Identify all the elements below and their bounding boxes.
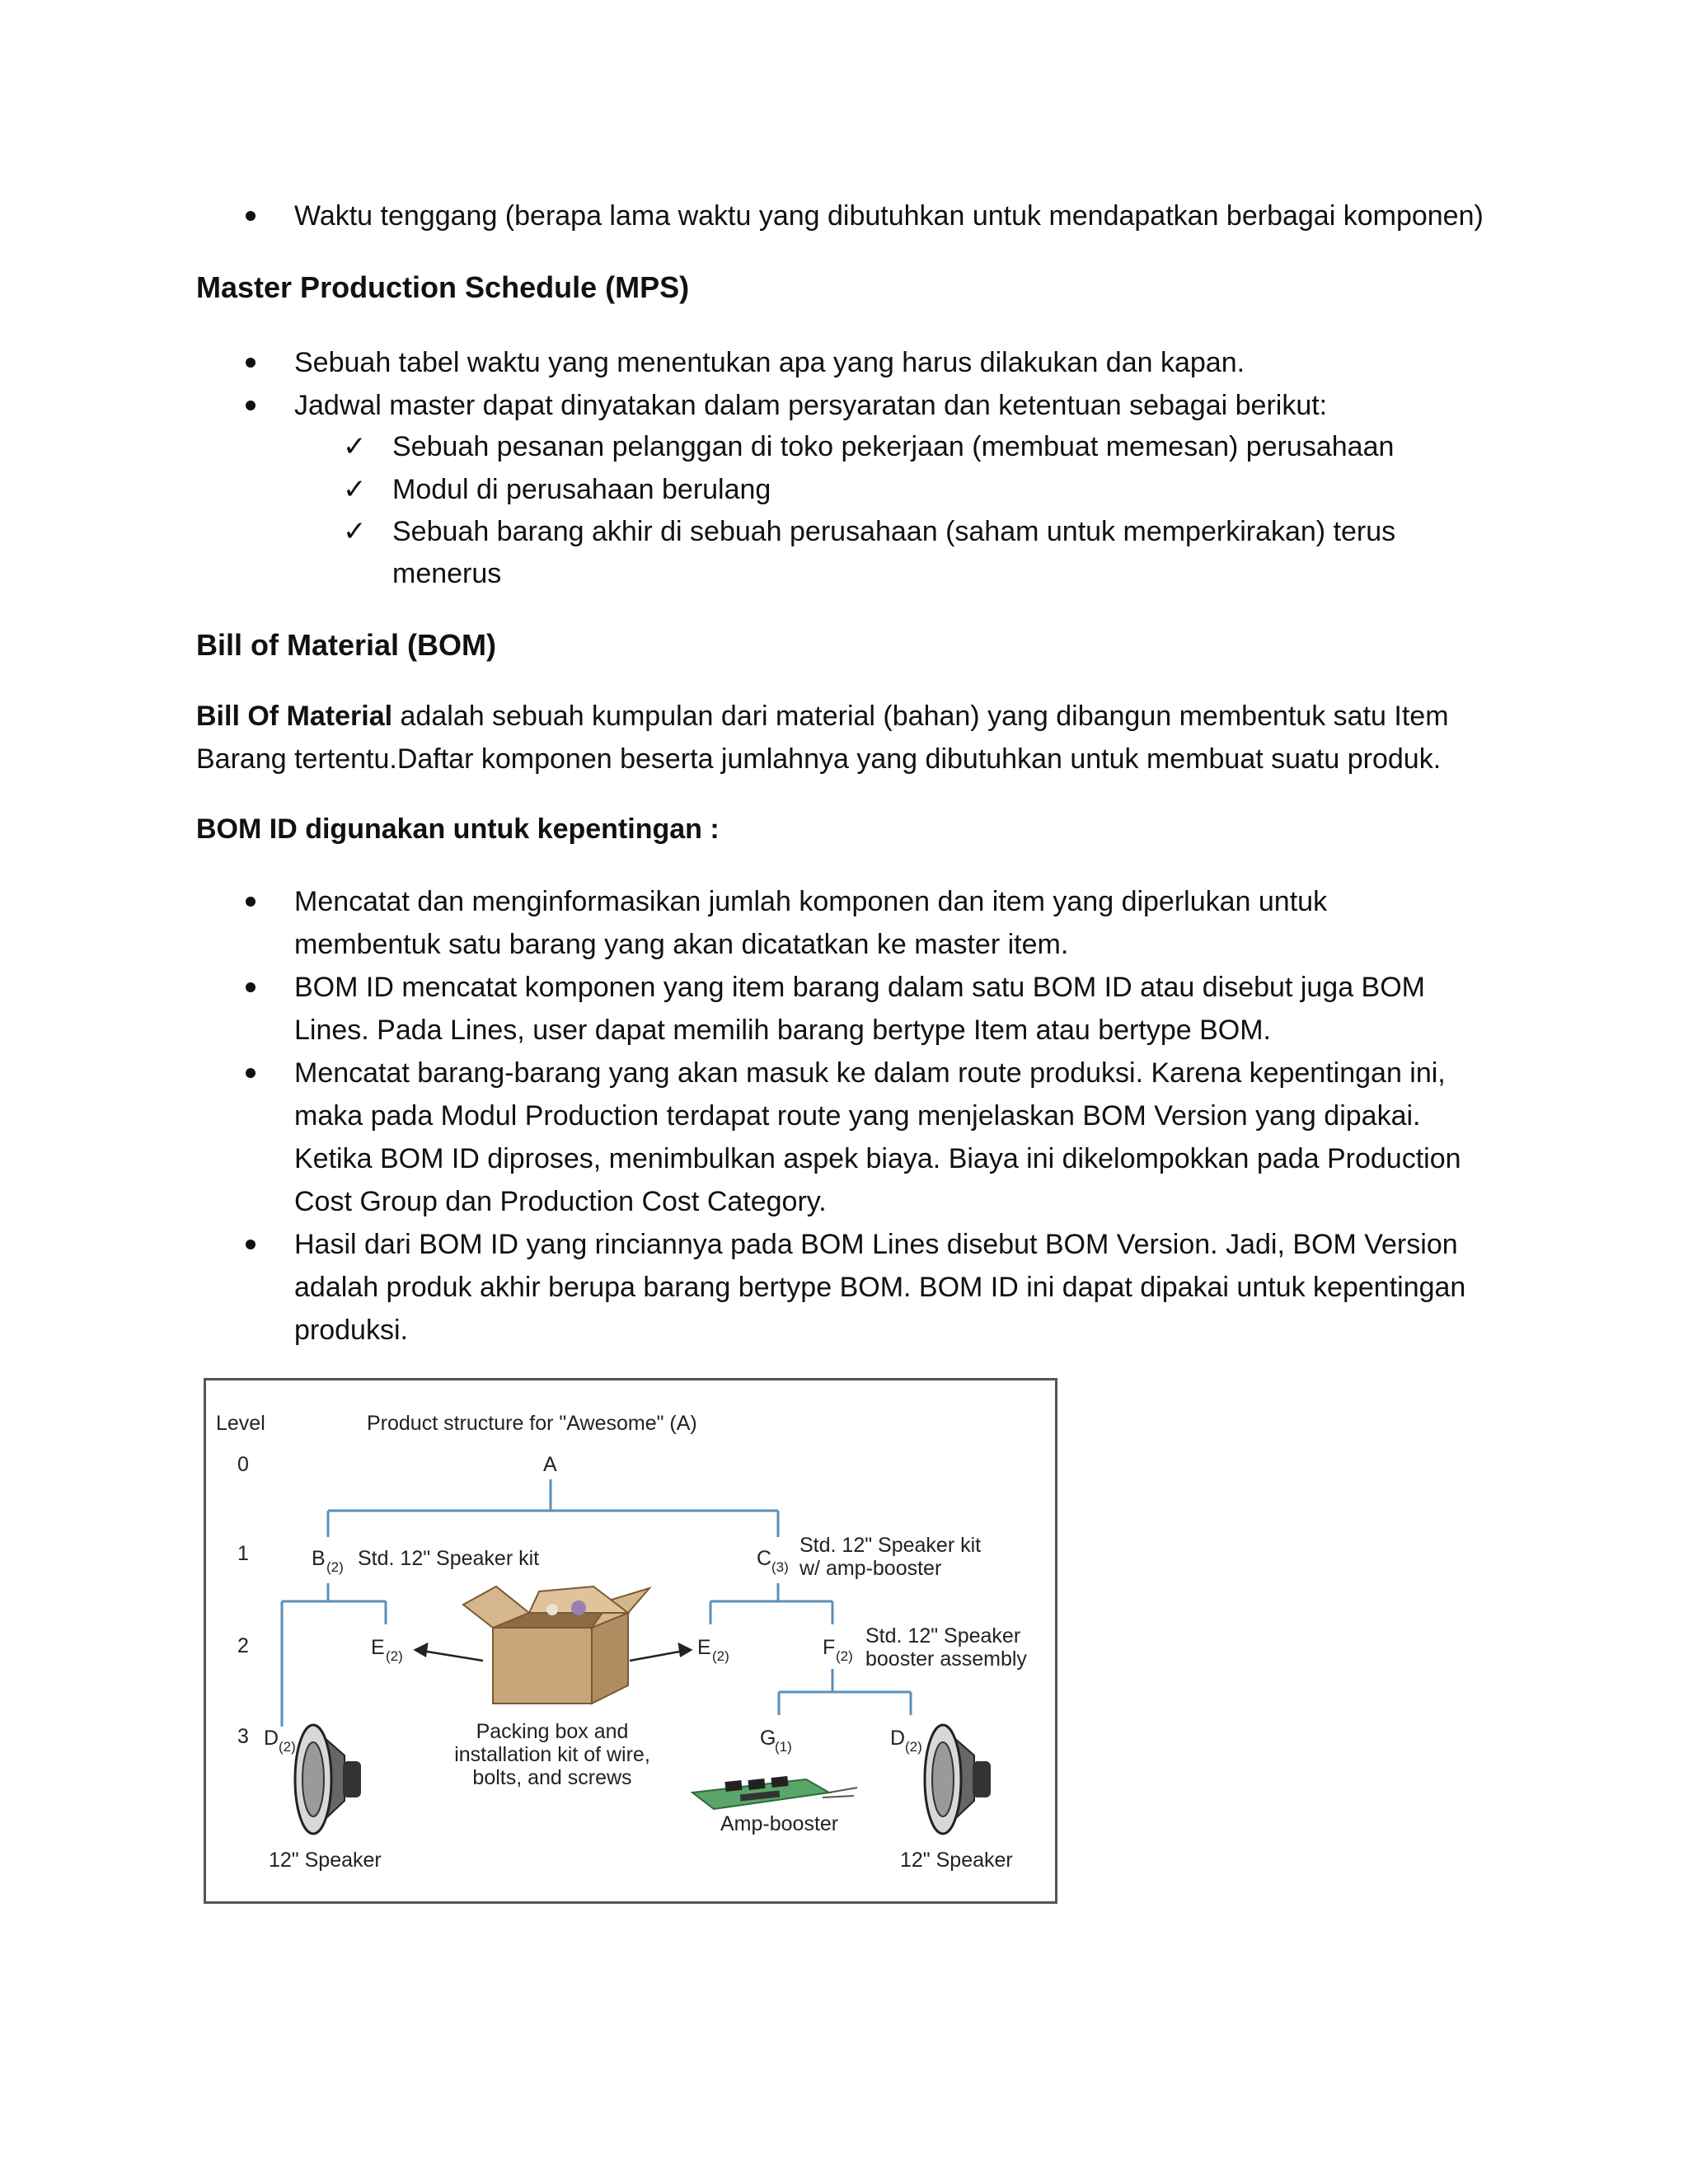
diagram-title: Product structure for "Awesome" (A): [367, 1412, 697, 1435]
bom-bullet-3-line1: Mencatat barang-barang yang akan masuk ke dalam route produksi. Karena kepentingan ini,: [294, 1057, 1446, 1089]
node-g: G: [760, 1727, 776, 1750]
bom-bullet-4-line1: Hasil dari BOM ID yang rinciannya pada BOM Lines disebut BOM Version. Jadi, BOM Version: [294, 1229, 1458, 1260]
bom-bullet-4-line3: produksi.: [294, 1315, 408, 1346]
box-desc-line2: installation kit of wire,: [454, 1743, 650, 1766]
bullet-dot: [246, 1240, 256, 1249]
packing-box-icon: [463, 1586, 649, 1704]
node-b-qty: (2): [326, 1559, 344, 1575]
bullet-dot: [246, 897, 256, 907]
product-structure-figure: [204, 1378, 1057, 1904]
bom-bullet-1-line2: membentuk satu barang yang akan dicatatkan ke master item.: [294, 929, 1069, 960]
node-e-left-qty: (2): [386, 1648, 403, 1664]
node-e-right-qty: (2): [712, 1648, 729, 1664]
bom-subheading: BOM ID digunakan untuk kepentingan :: [196, 813, 720, 845]
bom-bullet-3-line3: Ketika BOM ID diproses, menimbulkan aspek biaya. Biaya ini dikelompokkan pada Production: [294, 1143, 1461, 1174]
box-desc-line3: bolts, and screws: [472, 1766, 632, 1789]
bom-bullet-4-line2: adalah produk akhir berupa barang bertype BOM. BOM ID ini dapat dipakai untuk kepentingan: [294, 1272, 1466, 1303]
level-0: 0: [237, 1453, 249, 1476]
mps-check-3: Sebuah barang akhir di sebuah perusahaan (saham untuk memperkirakan) terus: [392, 516, 1396, 547]
level-1: 1: [237, 1542, 249, 1565]
checkmark-icon: ✓: [343, 515, 367, 548]
product-structure-diagram: [206, 1380, 1055, 1901]
bom-heading: Bill of Material (BOM): [196, 628, 497, 662]
checkmark-icon: ✓: [343, 430, 367, 463]
bom-bullet-2-line1: BOM ID mencatat komponen yang item barang dalam satu BOM ID atau disebut juga BOM: [294, 972, 1426, 1003]
node-a: A: [543, 1453, 557, 1476]
node-c-desc-line1: Std. 12" Speaker kit: [799, 1534, 982, 1557]
bom-paragraph-line2: Barang tertentu.Daftar komponen beserta jumlahnya yang dibutuhkan untuk membuat suatu produk.: [196, 743, 1442, 775]
mps-bullet-2: Jadwal master dapat dinyatakan dalam persyaratan dan ketentuan sebagai berikut:: [294, 390, 1328, 421]
node-f-desc-line2: booster assembly: [865, 1647, 1027, 1671]
level-3: 3: [237, 1725, 249, 1748]
speaker-icon: [295, 1725, 361, 1834]
bom-term: Bill Of Material: [196, 701, 393, 732]
node-f-desc-line1: Std. 12" Speaker: [865, 1624, 1021, 1647]
bullet-dot: [246, 982, 256, 992]
node-b: B: [312, 1547, 326, 1570]
checkmark-icon: ✓: [343, 473, 367, 506]
node-d-left-qty: (2): [279, 1739, 296, 1755]
mps-heading: Master Production Schedule (MPS): [196, 270, 690, 304]
node-c-qty: (3): [771, 1559, 789, 1575]
node-g-qty: (1): [775, 1739, 792, 1755]
mps-check-2: Modul di perusahaan berulang: [392, 474, 771, 505]
bullet-dot: [246, 401, 256, 410]
bom-bullet-1-line1: Mencatat dan menginformasikan jumlah komponen dan item yang diperlukan untuk: [294, 886, 1328, 917]
mps-check-1: Sebuah pesanan pelanggan di toko pekerjaan (membuat memesan) perusahaan: [392, 431, 1395, 462]
node-f: F: [823, 1636, 836, 1659]
level-label: Level: [216, 1412, 265, 1435]
bullet-dot: [246, 1068, 256, 1078]
speaker-label-right: 12" Speaker: [900, 1849, 1013, 1872]
bom-paragraph-line1: [196, 695, 1449, 738]
amp-booster-label: Amp-booster: [720, 1812, 839, 1835]
mps-bullet-1: Sebuah tabel waktu yang menentukan apa yang harus dilakukan dan kapan.: [294, 347, 1245, 378]
bom-bullet-3-line4: Cost Group dan Production Cost Category.: [294, 1186, 827, 1217]
speaker-icon: [925, 1725, 991, 1834]
speaker-label-left: 12" Speaker: [269, 1849, 382, 1872]
node-d-right: D: [890, 1727, 906, 1750]
node-c: C: [757, 1547, 772, 1570]
node-d-left: D: [264, 1727, 279, 1750]
top-bullet-text: Waktu tenggang (berapa lama waktu yang dibutuhkan untuk mendapatkan berbagai komponen): [294, 200, 1484, 232]
bom-bullet-2-line2: Lines. Pada Lines, user dapat memilih barang bertype Item atau bertype BOM.: [294, 1015, 1271, 1046]
box-desc-line1: Packing box and: [476, 1720, 629, 1743]
bullet-dot: [246, 211, 256, 221]
node-d-right-qty: (2): [905, 1739, 922, 1755]
node-f-qty: (2): [836, 1648, 853, 1664]
mps-check-3-cont: menerus: [392, 558, 502, 589]
node-e-right: E: [697, 1636, 711, 1659]
node-e-left: E: [371, 1636, 385, 1659]
bom-definition: adalah sebuah kumpulan dari material (bahan) yang dibangun membentuk satu Item: [392, 701, 1449, 732]
level-2: 2: [237, 1634, 249, 1657]
node-c-desc-line2: w/ amp-booster: [799, 1557, 942, 1580]
bullet-dot: [246, 358, 256, 368]
bom-bullet-3-line2: maka pada Modul Production terdapat route yang menjelaskan BOM Version yang dipakai.: [294, 1100, 1421, 1132]
node-b-desc: Std. 12" Speaker kit: [358, 1547, 540, 1570]
amp-booster-icon: [692, 1776, 857, 1809]
